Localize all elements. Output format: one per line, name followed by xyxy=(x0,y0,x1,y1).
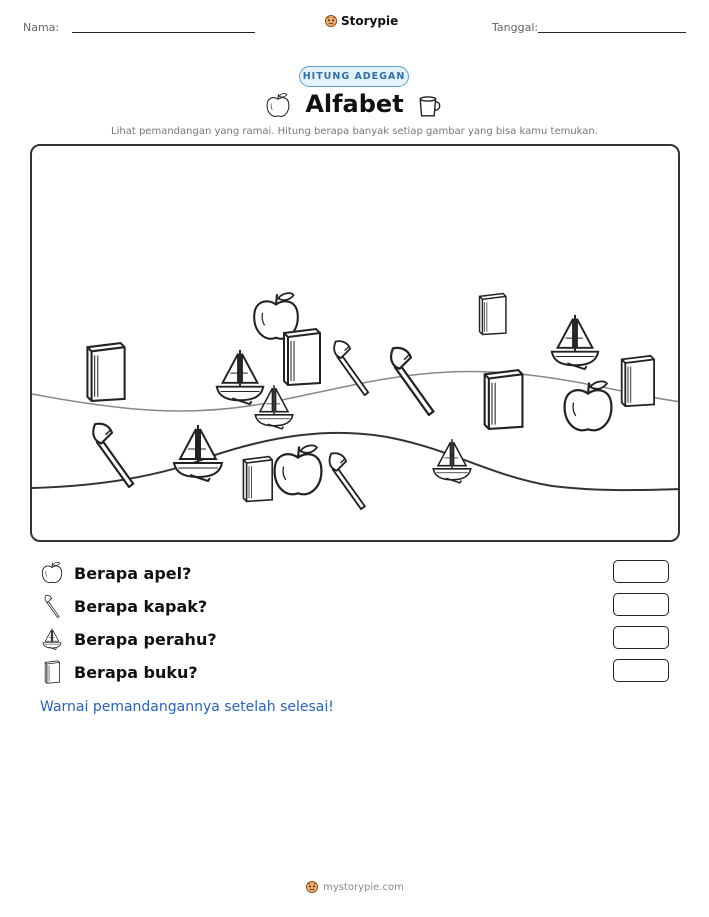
answer-box-apple[interactable] xyxy=(613,560,669,583)
instructions: Lihat pemandangan yang ramai. Hitung berapa banyak setiap gambar yang bisa kamu temukan. xyxy=(111,126,598,137)
question-text: Berapa kapak? xyxy=(74,596,208,616)
name-label: Nama: xyxy=(23,21,60,34)
scene-badge: HITUNG ADEGAN xyxy=(299,66,409,87)
answer-box-boat[interactable] xyxy=(613,626,669,649)
book-item xyxy=(480,293,506,334)
coloring-note: Warnai pemandangannya setelah selesai! xyxy=(40,699,334,715)
apple-item xyxy=(565,381,612,430)
boat-icon xyxy=(40,627,64,651)
mug-icon xyxy=(416,92,444,120)
book-item xyxy=(87,343,124,401)
boat-item xyxy=(552,315,599,369)
question-boat xyxy=(40,624,680,654)
storypie-logo xyxy=(324,14,398,28)
date-line[interactable] xyxy=(538,32,686,33)
counting-scene xyxy=(30,144,680,542)
apple-item xyxy=(275,445,322,494)
question-text: Berapa perahu? xyxy=(74,629,217,649)
brand-name: Storypie xyxy=(341,14,399,28)
book-item xyxy=(622,356,654,406)
book-icon xyxy=(40,660,64,684)
axe-item xyxy=(93,424,133,487)
name-line[interactable] xyxy=(72,32,255,33)
mascot-icon xyxy=(324,14,338,28)
question-text: Berapa buku? xyxy=(74,662,198,682)
apple-icon xyxy=(40,561,64,585)
answer-box-axe[interactable] xyxy=(613,593,669,616)
axe-item xyxy=(391,348,433,415)
axe-icon xyxy=(40,594,64,618)
axe-item xyxy=(334,341,368,395)
footer xyxy=(0,880,709,894)
question-book xyxy=(40,657,680,687)
page-title: Alfabet xyxy=(305,90,404,118)
question-apple xyxy=(40,558,680,588)
book-item xyxy=(284,329,320,385)
question-text: Berapa apel? xyxy=(74,563,192,583)
footer-url[interactable]: mystorypie.com xyxy=(323,881,404,893)
mascot-icon xyxy=(305,880,319,894)
book-item xyxy=(243,457,272,502)
axe-item xyxy=(330,453,365,509)
question-axe xyxy=(40,591,680,621)
book-item xyxy=(485,370,523,429)
answer-box-book[interactable] xyxy=(613,659,669,682)
date-label: Tanggal: xyxy=(492,21,539,34)
boat-item xyxy=(217,350,264,404)
boat-item xyxy=(174,425,222,481)
